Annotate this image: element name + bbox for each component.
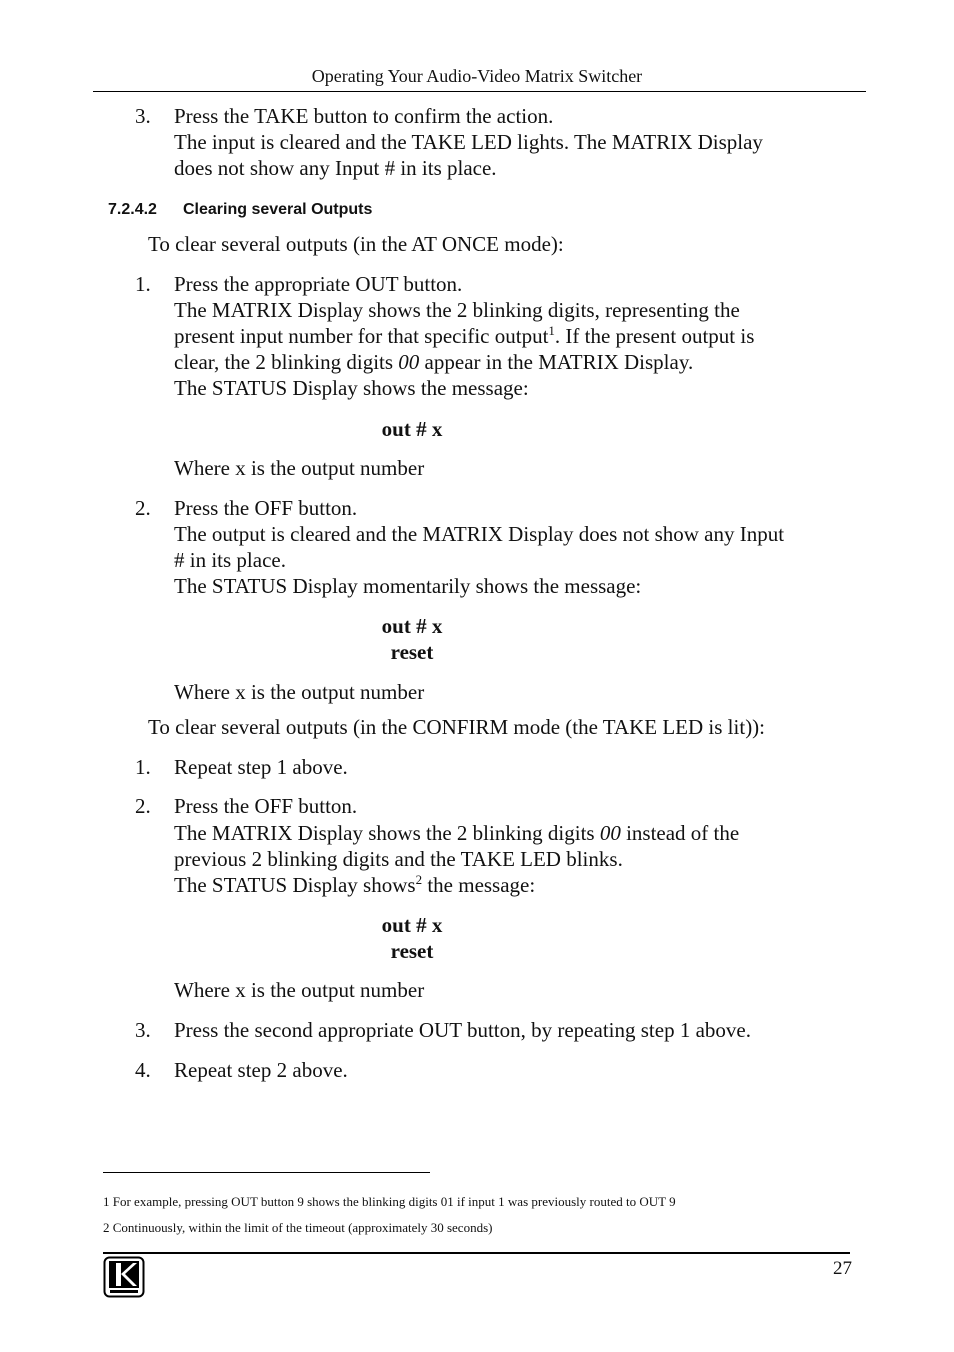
confirm-step2-line3: previous 2 blinking digits and the TAKE LED blinks. — [174, 847, 623, 871]
confirm-intro: To clear several outputs (in the CONFIRM mode (the TAKE LED is lit)): — [148, 715, 766, 739]
text-run: instead of the — [620, 821, 740, 845]
text-run: clear, the 2 blinking digits — [174, 350, 399, 374]
confirm-step2-line4 — [174, 872, 535, 898]
kramer-logo-svg — [103, 1256, 145, 1298]
status-message-reset: reset — [390, 939, 434, 963]
footnote-ref-2: 2 — [415, 872, 423, 887]
section-heading — [108, 201, 372, 219]
text-run: the message: — [422, 873, 536, 897]
confirm-step4-text: Repeat step 2 above. — [174, 1058, 348, 1082]
at-once-step2-line3: # in its place. — [174, 548, 286, 572]
text-run: The MATRIX Display shows the 2 blinking digits — [174, 821, 600, 845]
confirm-step2-line2 — [174, 820, 739, 846]
digits-emphasis: 00 — [599, 821, 621, 845]
running-header: Operating Your Audio-Video Matrix Switcher — [311, 66, 643, 86]
at-once-intro: To clear several outputs (in the AT ONCE mode): — [148, 232, 564, 256]
at-once-step1-line4 — [174, 349, 693, 375]
at-once-step2-line4: The STATUS Display momentarily shows the message: — [174, 574, 642, 598]
at-once-step2-number: 2. — [135, 496, 151, 520]
pre-step-line-3: does not show any Input # in its place. — [174, 156, 497, 180]
confirm-step4-number: 4. — [135, 1058, 151, 1082]
section-title: Clearing several Outputs — [183, 201, 373, 218]
status-message: out # x — [381, 417, 443, 441]
at-once-step1-line2: The MATRIX Display shows the 2 blinking digits, representing the — [174, 298, 740, 322]
text-run: present input number for that specific output — [174, 324, 549, 348]
confirm-step3-number: 3. — [135, 1018, 151, 1042]
footnote-1: 1 For example, pressing OUT button 9 shows the blinking digits 01 if input 1 was previously routed to OUT 9 — [103, 1194, 676, 1209]
page-number: 27 — [833, 1258, 852, 1279]
status-message: out # x — [381, 614, 443, 638]
at-once-step1-line1: Press the appropriate OUT button. — [174, 272, 463, 296]
where-note: Where x is the output number — [174, 978, 425, 1002]
pre-step-line-1: Press the TAKE button to confirm the action. — [174, 104, 554, 128]
footnote-ref-1: 1 — [548, 323, 555, 338]
digits-emphasis: 00 — [398, 350, 420, 374]
status-message-reset: reset — [390, 640, 434, 664]
text-run: The STATUS Display shows — [174, 873, 416, 897]
confirm-step2-line1: Press the OFF button. — [174, 794, 358, 818]
confirm-step3-text: Press the second appropriate OUT button, by repeating step 1 above. — [174, 1018, 751, 1042]
at-once-step1-line5: The STATUS Display shows the message: — [174, 376, 529, 400]
where-note: Where x is the output number — [174, 680, 425, 704]
footnote-2: 2 Continuously, within the limit of the timeout (approximately 30 seconds) — [103, 1220, 493, 1235]
where-note: Where x is the output number — [174, 456, 425, 480]
confirm-step1-text: Repeat step 1 above. — [174, 755, 348, 779]
confirm-step1-number: 1. — [135, 755, 151, 779]
footer-rule — [103, 1252, 850, 1254]
header-rule — [93, 91, 866, 92]
at-once-step1-number: 1. — [135, 272, 151, 296]
footnote-rule — [103, 1172, 430, 1173]
confirm-step2-number: 2. — [135, 794, 151, 818]
pre-step-number: 3. — [135, 104, 151, 128]
text-run: appear in the MATRIX Display. — [419, 350, 694, 374]
text-run: . If the present output is — [554, 324, 755, 348]
kramer-logo-icon — [103, 1256, 145, 1298]
at-once-step2-line1: Press the OFF button. — [174, 496, 358, 520]
status-message: out # x — [381, 913, 443, 937]
at-once-step1-line3 — [174, 323, 754, 349]
pre-step-line-2: The input is cleared and the TAKE LED lights. The MATRIX Display — [174, 130, 763, 154]
section-number: 7.2.4.2 — [108, 201, 157, 218]
at-once-step2-line2: The output is cleared and the MATRIX Display does not show any Input — [174, 522, 785, 546]
